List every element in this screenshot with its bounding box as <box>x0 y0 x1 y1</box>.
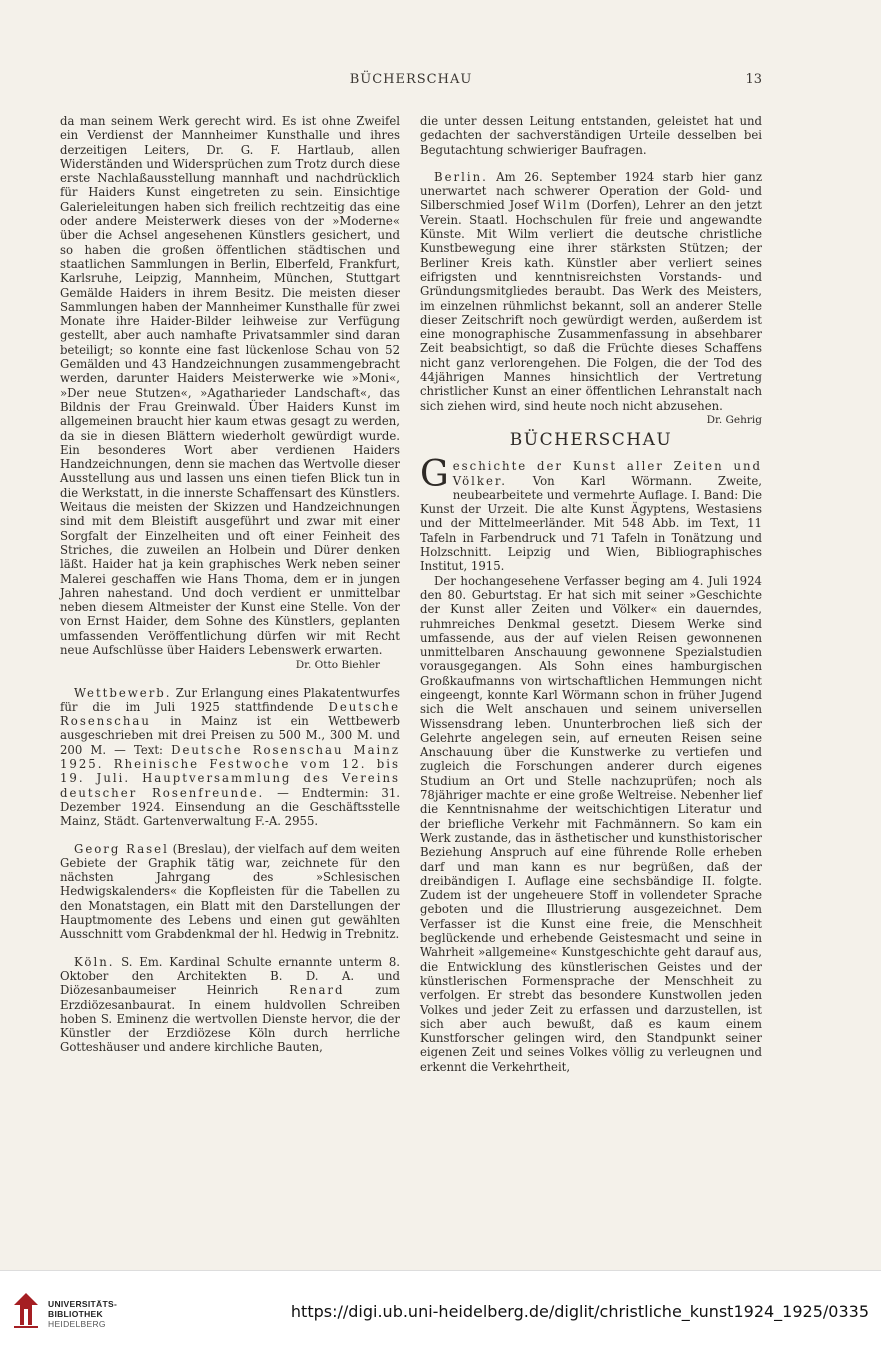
notice-koeln-continuation: die unter dessen Leitung entstanden, geleistet hat und gedachten der sachverständigen Urteile desselben bei Begutachtung schwieriger Baufragen. <box>420 114 762 157</box>
book-review-header <box>420 454 762 574</box>
notice-berlin: Berlin. Am 26. September 1924 starb hier ganz unerwartet nach schwerer Operation der Gold- und Silberschmied Josef Wilm (Dorfen), Lehrer an den jetzt Verein. Staatl. Hochschulen für freie und angewandte Künste. Mit Wilm verliert die deutsche christliche Kunstbewegung eine ihrer stärksten Stützen; der Berliner Kreis kath. Künstler aber verliert seines eifrigsten und kenntnisreichsten Vorstands- und Gründungsmitgliedes beraubt. Das Werk des Meisters, im einzelnen rühmlichst bekannt, soll an anderer Stelle dieser Zeitschrift noch gewürdigt werden, außerdem ist eine monographische Zusammenfassung in absehbarer Zeit beabsichtigt, so daß die Früchte dieses Schaffens nicht ganz verlorengehen. Die Folgen, die der Tod des 44jährigen Mannes hinsichtlich der Vertretung christlicher Kunst an einer öffentlichen Lehranstalt nach sich ziehen wird, sind heute noch nicht abzusehen. Dr. Gehrig <box>420 169 762 426</box>
notice-lead: Köln. <box>74 954 115 969</box>
running-title: BÜCHERSCHAU <box>349 72 473 87</box>
book-title: eschichte der Kunst aller Zeiten und Völker. <box>452 459 762 488</box>
book-meta: Von Karl Wörmann. Zweite, neubearbeitete und vermehrte Auflage. I. Band: Die Kunst der Urzeit. Die alte Kunst Ägyptens, Westasiens und der Mittelmeerländer. Mit 548 Abb. im Text, 11 Tafeln in Farbendruck und 71 Tafeln in Tonätzung und Holzschnitt. Leipzig und Wien, Bibliographisches Institut, 1915. <box>420 473 762 574</box>
page-header <box>60 72 762 90</box>
left-column <box>60 114 400 1055</box>
article-haider-continuation: da man seinem Werk gerecht wird. Es ist ohne Zweifel ein Verdienst der Mannheimer Kunsthalle und ihres derzeitigen Leiters, Dr. G. F. Hartlaub, allen Widerständen und Widersprüchen zum Trotz durch diese erste Nachlaßausstellung mannhaft und nachdrücklich für Haiders Kunst eingetreten zu sein. Einsichtige Galerieleitungen haben sich freilich rechtzeitig das eine oder andere Meisterwerk dieses von der »Moderne« über die Achsel angesehenen Künstlers gesichert, und so haben die großen öffentlichen städtischen und staatlichen Sammlungen in Berlin, Elberfeld, Frankfurt, Karlsruhe, Leipzig, Mannheim, München, Stuttgart Gemälde Haiders in ihrem Besitz. Die meisten dieser Sammlungen haben der Mannheimer Kunsthalle für zwei Monate ihre Haider-Bilder leihweise zur Verfügung gestellt, aber auch namhafte Privatsammler sind daran beteiligt; so konnte eine fast lückenlose Schau von 52 Gemälden und 43 Handzeichnungen zusammengebracht werden, darunter Haiders Meisterwerke wie »Moni«, »Der neue Stutzen«, »Agatharieder Landschaft«, das Bildnis der Frau Greinwald. Über Haiders Kunst im allgemeinen braucht hier kaum etwas gesagt zu werden, da sie in diesen Blättern wiederholt gewürdigt wurde. Ein besonderes Wort aber verdienen Haiders Handzeichnungen, denn sie machen das Wertvolle dieser Ausstellung aus und lassen uns einen tiefen Blick tun in die Werkstatt, in die innerste Schaffensart des Künstlers. Weitaus die meisten der Skizzen und Handzeichnungen sind mit dem Bleistift ausgeführt und zwar mit einer Sorgfalt der Einzelheiten und oft einer Feinheit des Striches, die zuweilen an Holbein und Dürer denken läßt. Haider hat ja kein graphisches Werk neben seiner Malerei geschaffen wie Hans Thoma, dem er in jungen Jahren nahestand. Und doch verdient er unmittelbar neben diesem Altmeister der Kunst eine Stelle. Von der von Ernst Haider, dem Sohne des Künstlers, geplanten umfassenden Veröffentlichung dürfen wir mit Recht neue Aufschlüsse über Haiders Lebenswerk erwarten. <box>60 114 400 657</box>
library-logo-icon <box>10 1291 42 1329</box>
notice-lead: Wettbewerb. <box>74 685 172 700</box>
notice-koeln: Köln. S. Em. Kardinal Schulte ernannte unterm 8. Oktober den Architekten B. D. A. und Diözesanbaumeiser Heinrich Renard zum Erzdiözesanbaurat. In einem huldvollen Schreiben hoben S. Eminenz die wertvollen Dienste hervor, die der Künstler der Erzdiözese Köln durch herrliche Gotteshäuser und andere kirchliche Bauten, <box>60 954 400 1055</box>
drop-cap: G <box>420 454 449 496</box>
book-review-body: Der hochangesehene Verfasser beging am 4. Juli 1924 den 80. Geburtstag. Er hat sich mit seiner »Geschichte der Kunst aller Zeiten und Völker« ein dauerndes, ruhmreiches Denkmal gesetzt. Diesem Werke sind umfassende, aus der auf vielen Reisen gewonnenen unmittelbaren Anschauung gewonnene Spezialstudien vorausgegangen. Als Sohn eines hamburgischen Großkaufmanns von wirtschaftlichen Hemmungen nicht eingeengt, konnte Karl Wörmann schon in früher Jugend sich die Welt anschauen und seinem universellen Wissensdrang leben. Ununterbrochen ließ sich der Gelehrte angelegen sein, auf erneuten Reisen seine Anschauung über die Kunstwerke zu vertiefen und zugleich die Forschungen anderer durch eigenes Studium an Ort und Stelle nachzuprüfen; noch als 78jähriger machte er eine große Weltreise. Nebenher lief die Kenntnisnahme der weitschichtigen Literatur und der briefliche Verkehr mit Fachmännern. So kam ein Werk zustande, das in ästhetischer und kunsthistorischer Beziehung Anspruch auf eine führende Rolle erheben darf und man kann es nur begrüßen, daß der dreibändigen I. Auflage eine sechsbändige II. folgte. Zudem ist der ungeheuere Stoff in vollendeter Sprache geboten und die Illustrierung ausgezeichnet. Dem Verfasser ist die Kunst eine freie, die Menschheit beglückende und erhebende Geistesmacht und seine in Wahrheit »allgemeine« Kunstgeschichte geht darauf aus, die Entwicklung des künstlerischen Geistes und der künstlerischen Formensprache der Menschheit zu verfolgen. Er strebt das besondere Kunstwollen jeden Volkes und jeder Zeit zu erfassen und darzustellen, ist sich aber auch bewußt, daß es kaum einem Kunstforscher gelingen wird, den Standpunkt seiner eigenen Zeit und seines Volkes völlig zu verleugnen und erkennt die Verkehrtheit, <box>420 573 762 1074</box>
notice-rasel: Georg Rasel (Breslau), der vielfach auf dem weiten Gebiete der Graphik tätig war, zeichnete für den nächsten Jahrgang des »Schlesischen Hedwigskalenders« die Kopfleisten für die Tabellen zu den Monatstagen, ein Blatt mit den Darstellungen der Hauptmomente des Lebens und einen gut gewählten Ausschnitt vom Grabdenkmal der hl. Hedwig in Trebnitz. <box>60 841 400 942</box>
section-title: BÜCHERSCHAU <box>509 429 673 450</box>
library-logo-text: UNIVERSITÄTS- BIBLIOTHEK HEIDELBERG <box>48 1299 118 1329</box>
author-signature: Dr. Otto Biehler <box>295 659 380 672</box>
document-url[interactable]: https://digi.ub.uni-heidelberg.de/diglit/christliche_kunst1924_1925/0335 <box>290 1302 869 1321</box>
notice-lead: Georg Rasel <box>74 841 169 856</box>
notice-wettbewerb: Wettbewerb. Zur Erlangung eines Plakatentwurfes für die im Juli 1925 stattfindende Deutsche Rosenschau in Mainz ist ein Wettbewerb ausgeschrieben mit drei Preisen zu 500 M., 300 M. und 200 M. — Text: Deutsche Rosenschau Mainz 1925. Rheinische Festwoche vom 12. bis 19. Juli. Hauptversammlung des Vereins deutscher Rosenfreunde. — Endtermin: 31. Dezember 1924. Einsendung an die Geschäftsstelle Mainz, Städt. Gartenverwaltung F.-A. 2955. <box>60 685 400 829</box>
page-number: 13 <box>745 72 762 87</box>
author-signature: Dr. Gehrig <box>706 413 762 426</box>
viewer-footer <box>0 1270 881 1345</box>
notice-lead: Berlin. <box>434 169 488 184</box>
right-column <box>420 114 762 1074</box>
